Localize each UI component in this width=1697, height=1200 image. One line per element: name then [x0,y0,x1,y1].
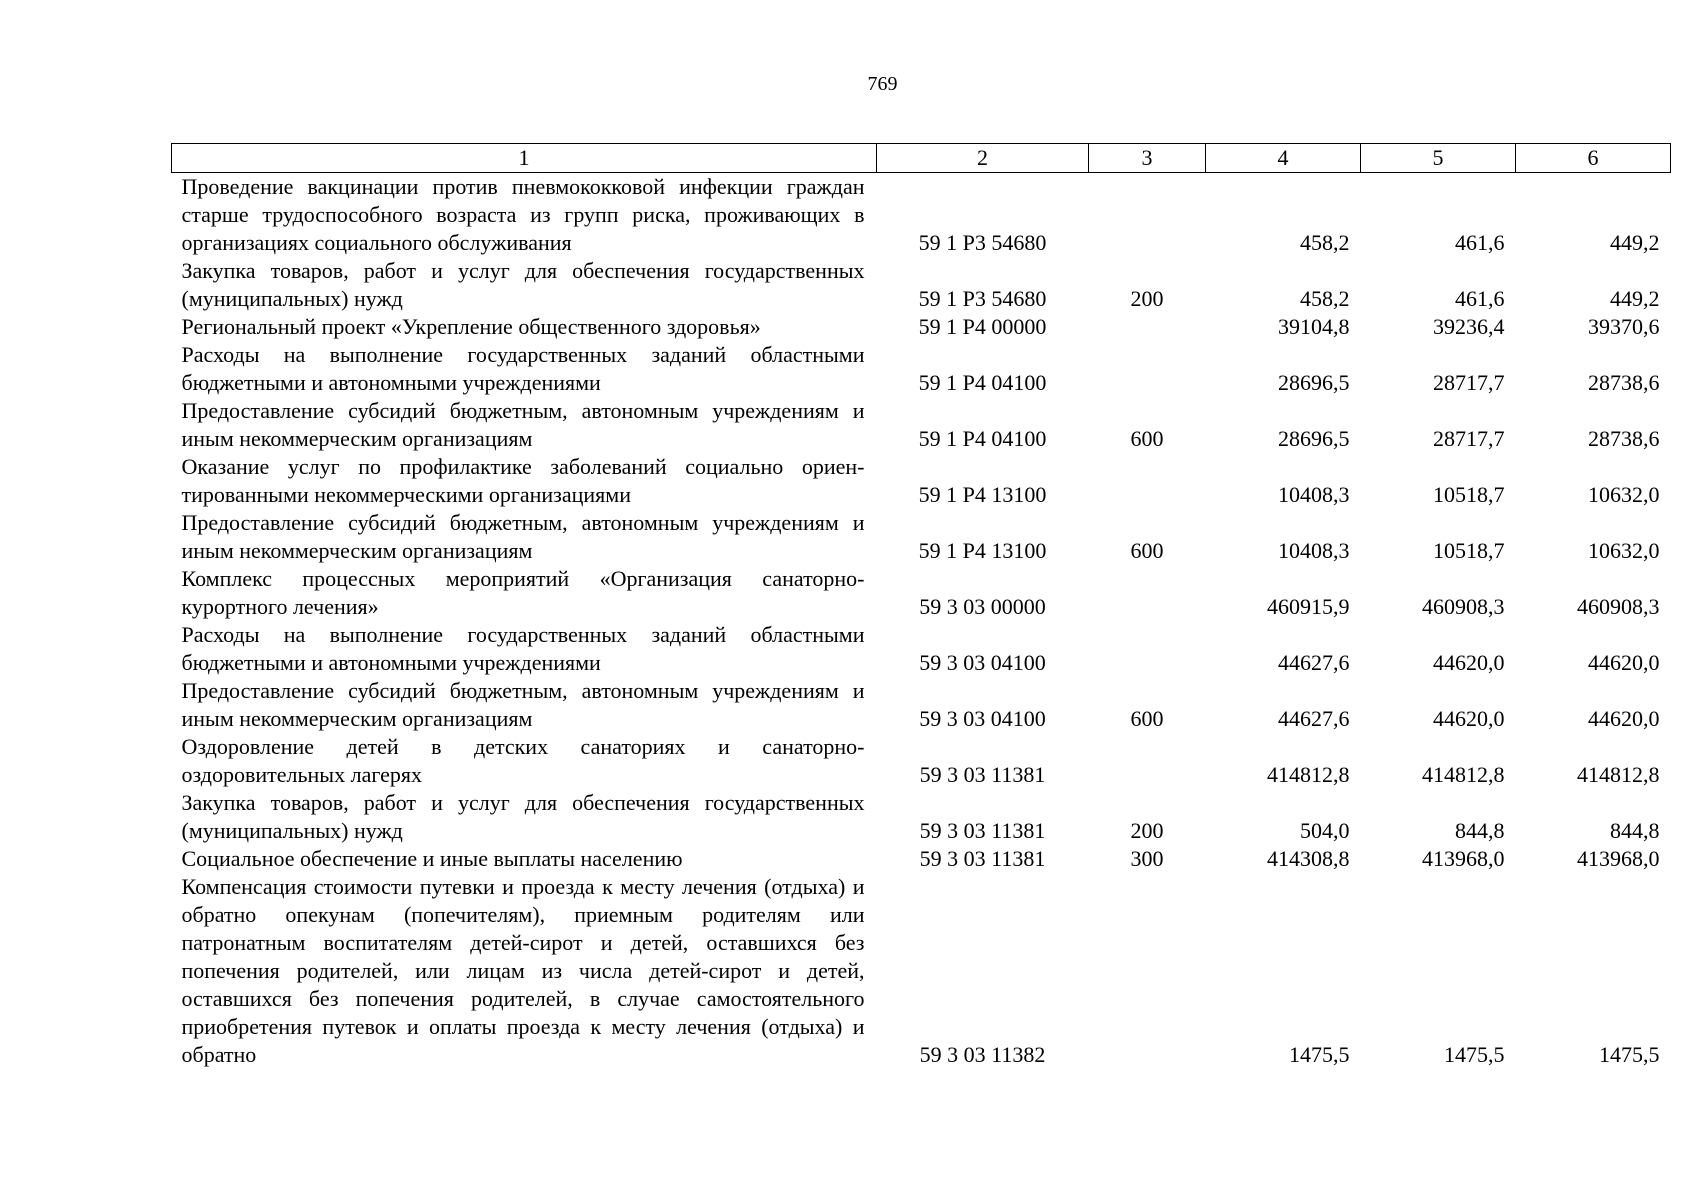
row-expense-type [1089,313,1206,341]
row-code: 59 3 03 11381 [919,762,1046,787]
row-name: Предоставление субсидий бюджетным, автономным учреждениям и иным некоммерческим организациям [181,398,865,451]
row-value-year-2: 414812,8 [1422,762,1505,787]
header-col-5: 5 [1361,144,1516,173]
row-value-year-1: 458,2 [1300,230,1350,255]
table-row [172,621,1671,677]
row-name: Комплекс процессных мероприятий «Организация санаторно-курортного лечения» [181,566,865,619]
row-code: 59 3 03 11382 [919,1042,1046,1067]
table-row [172,453,1671,509]
table-row [172,845,1671,873]
row-value-year-2: 44620,0 [1433,706,1505,731]
row-value-year-1: 10408,3 [1278,482,1350,507]
row-value-year-2: 1475,5 [1444,1042,1505,1067]
row-value-year-1: 460915,9 [1267,594,1350,619]
row-value-year-2: 44620,0 [1433,650,1505,675]
row-value-year-3: 10632,0 [1588,482,1660,507]
header-col-1: 1 [172,144,877,173]
row-expense-type: 600 [1130,706,1164,731]
row-value-year-3: 460908,3 [1577,594,1660,619]
row-expense-type: 600 [1130,538,1164,563]
row-value-year-2: 461,6 [1455,230,1505,255]
row-name: Региональный проект «Укрепление общественного здоровья» [181,314,761,339]
row-value-year-3: 39370,6 [1588,314,1660,339]
row-expense-type: 200 [1130,286,1164,311]
row-value-year-2: 39236,4 [1433,314,1505,339]
row-value-year-3: 28738,6 [1588,426,1660,451]
budget-table [171,143,1671,1069]
row-code: 59 1 P4 13100 [918,538,1047,563]
row-value-year-2: 10518,7 [1433,538,1505,563]
row-expense-type [1089,733,1206,789]
row-expense-type [1089,341,1206,397]
row-code: 59 3 03 11381 [919,818,1046,843]
row-expense-type [1089,453,1206,509]
row-value-year-3: 28738,6 [1588,370,1660,395]
row-value-year-3: 1475,5 [1599,1042,1660,1067]
row-name: Закупка товаров, работ и услуг для обеспечения государственных (муниципальных) нужд [181,258,865,311]
table-row [172,677,1671,733]
table-body [172,173,1671,1070]
row-value-year-3: 10632,0 [1588,538,1660,563]
row-code: 59 3 03 04100 [919,650,1046,675]
row-value-year-1: 414812,8 [1267,762,1350,787]
row-value-year-2: 461,6 [1455,286,1505,311]
row-expense-type: 300 [1130,846,1164,871]
row-code: 59 1 P4 13100 [918,482,1047,507]
table-row [172,873,1671,1069]
row-code: 59 3 03 11381 [919,846,1046,871]
row-value-year-1: 44627,6 [1278,650,1350,675]
row-code: 59 3 03 04100 [919,706,1046,731]
row-value-year-1: 504,0 [1300,818,1350,843]
table-row [172,565,1671,621]
row-expense-type: 600 [1130,426,1164,451]
row-code: 59 3 03 00000 [919,594,1046,619]
row-code: 59 1 P4 04100 [918,426,1047,451]
row-value-year-1: 28696,5 [1278,426,1350,451]
table-row [172,509,1671,565]
row-code: 59 1 P3 54680 [918,230,1047,255]
row-code: 59 1 P4 04100 [918,370,1047,395]
row-value-year-1: 10408,3 [1278,538,1350,563]
row-name: Проведение вакцинации против пневмококковой инфекции граждан старше трудоспособного возраста из групп риска, проживающих в организациях социального обслуживания [181,174,865,255]
header-col-6: 6 [1516,144,1671,173]
row-expense-type [1089,621,1206,677]
row-value-year-1: 458,2 [1300,286,1350,311]
row-value-year-3: 844,8 [1610,818,1660,843]
header-col-4: 4 [1206,144,1361,173]
row-name: Компенсация стоимости путевки и проезда к месту лечения (отдыха) и обратно опекунам (попечителям), приемным родителям или патронатным воспитателям детей-сирот и детей, оставшихся без попечения родителей, или лицам из числа детей-сирот и детей, оставшихся без попечения родителей, в случае самостоятельного приобретения путевок и оплаты проезда к месту лечения (отдыха) и обратно [181,874,865,1067]
table-row [172,341,1671,397]
row-expense-type [1089,565,1206,621]
row-name: Оздоровление детей в детских санаториях и санаторно-оздоровительных лагерях [181,734,865,787]
row-expense-type [1089,173,1206,258]
table-row [172,313,1671,341]
row-name: Расходы на выполнение государственных заданий областными бюджетными и автономными учреждениями [181,342,865,395]
row-name: Предоставление субсидий бюджетным, автономным учреждениям и иным некоммерческим организациям [181,510,865,563]
row-value-year-3: 414812,8 [1577,762,1660,787]
row-name: Предоставление субсидий бюджетным, автономным учреждениям и иным некоммерческим организациям [181,678,865,731]
header-col-2: 2 [877,144,1089,173]
row-expense-type [1089,873,1206,1069]
header-row [172,144,1671,173]
row-name: Закупка товаров, работ и услуг для обеспечения государственных (муниципальных) нужд [181,790,865,843]
row-value-year-3: 449,2 [1610,286,1660,311]
row-value-year-1: 39104,8 [1278,314,1350,339]
row-value-year-1: 44627,6 [1278,706,1350,731]
table-row [172,257,1671,313]
row-value-year-3: 44620,0 [1588,650,1660,675]
row-value-year-3: 44620,0 [1588,706,1660,731]
table-row [172,173,1671,258]
row-value-year-2: 413968,0 [1422,846,1505,871]
row-value-year-1: 1475,5 [1289,1042,1350,1067]
row-expense-type: 200 [1130,818,1164,843]
row-value-year-3: 413968,0 [1577,846,1660,871]
row-name: Социальное обеспечение и иные выплаты населению [181,846,683,871]
table-row [172,789,1671,845]
table-row [172,397,1671,453]
row-value-year-3: 449,2 [1610,230,1660,255]
row-value-year-2: 844,8 [1455,818,1505,843]
row-value-year-2: 460908,3 [1422,594,1505,619]
row-value-year-1: 28696,5 [1278,370,1350,395]
row-value-year-2: 10518,7 [1433,482,1505,507]
row-value-year-1: 414308,8 [1267,846,1350,871]
row-value-year-2: 28717,7 [1433,370,1505,395]
table-header [172,144,1671,173]
row-code: 59 1 P4 00000 [918,314,1047,339]
header-col-3: 3 [1089,144,1206,173]
page-number: 769 [867,73,898,95]
row-name: Оказание услуг по профилактике заболеваний социально ориентированными некоммерческими организациями [181,454,865,507]
row-code: 59 1 P3 54680 [918,286,1047,311]
table-row [172,733,1671,789]
row-name: Расходы на выполнение государственных заданий областными бюджетными и автономными учреждениями [181,622,865,675]
row-value-year-2: 28717,7 [1433,426,1505,451]
